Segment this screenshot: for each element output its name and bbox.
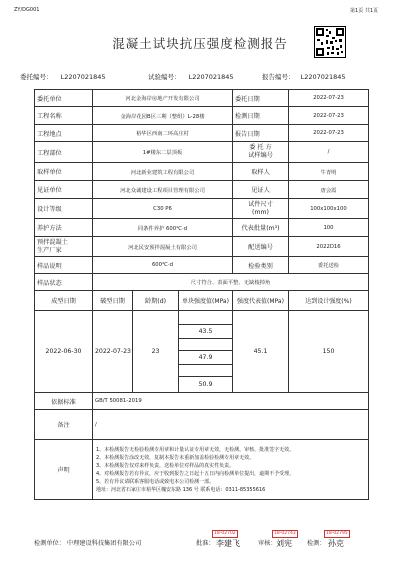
statement-item: 地址：河北省石家庄市裕华区槐安东路 136 号 联系电话：0311-85355616 <box>96 486 266 493</box>
delivery-no-label: 配送编号 <box>233 237 289 257</box>
result-single-value: 43.5 <box>179 325 233 339</box>
basis-value: GB/T 50081-2019 <box>93 393 369 410</box>
report-date-label: 报告日期 <box>233 125 289 142</box>
result-representative: 45.1 <box>233 311 289 393</box>
project-label: 工程名称 <box>35 107 93 125</box>
statement-list <box>93 440 369 500</box>
sample-note-label: 样品说明 <box>35 257 93 274</box>
remark-label: 备注 <box>35 410 93 440</box>
review-label: 审核： <box>258 540 277 547</box>
approve-signature: 李建飞 <box>216 539 240 548</box>
statement-item: 4、对检测报告若有异议，应于收到报告之日起十五日内向检测单位提出，逾期不予受理。 <box>96 470 295 477</box>
volume-value: 100 <box>289 219 369 237</box>
doc-code: ZY/DG001 <box>14 7 40 13</box>
delivery-no-value: 2022D16 <box>289 237 369 257</box>
lab-unit-row <box>34 538 141 547</box>
result-header-single-strength: 单块强度值(MPa) <box>179 291 233 311</box>
result-header-form-date: 成型日期 <box>35 291 93 311</box>
page-info: 第1页 共1页 <box>350 8 378 14</box>
sampler-label: 取样人 <box>233 163 289 181</box>
category-label: 检验类别 <box>233 257 289 274</box>
commission-no-label: 委托编号： <box>20 73 53 81</box>
approve-stamp: 18-02702 <box>214 531 236 536</box>
result-header-representative: 强度代表值(MPa) <box>233 291 289 311</box>
statement-item: 3、本检测报告仅对来样负责，送检单位对样品的真实性负责。 <box>96 462 235 469</box>
client-label: 委托单位 <box>35 90 93 107</box>
test-no-value: L2207021845 <box>188 73 234 81</box>
result-age: 23 <box>133 311 179 393</box>
statement-item: 5、若有异议请联系客服电话或致电本公司检测一部。 <box>96 478 215 485</box>
witness-value: 唐会霞 <box>289 181 369 199</box>
result-header-percent: 达到设计强度(%) <box>289 291 369 311</box>
lab-unit-label: 检测单位： <box>34 540 65 547</box>
sample-note-value: 600℃·d <box>93 257 233 274</box>
inspect-signature: 孙克 <box>328 539 344 548</box>
client-value: 河北金海岸房地产开发有限公司 <box>93 90 233 107</box>
report-table <box>34 89 369 500</box>
result-break-date: 2022-07-23 <box>93 311 133 393</box>
size-value: 100x100x100 <box>289 199 369 219</box>
category-value: 委托送检 <box>289 257 369 274</box>
volume-label: 代表批量(m³) <box>233 219 289 237</box>
commission-no-value: L2207021845 <box>60 73 106 81</box>
test-no-label: 试验编号： <box>148 73 181 81</box>
site-label: 工程地点 <box>35 125 93 142</box>
test-date-label: 检测日期 <box>233 107 289 125</box>
report-date-value: 2022-07-23 <box>289 125 369 142</box>
report-no-row <box>262 72 346 81</box>
commission-no-row <box>20 72 106 81</box>
result-header-age: 龄期(d) <box>133 291 179 311</box>
lab-unit-value: 中理建设科技集团有限公司 <box>66 540 142 547</box>
review-signature: 刘宪 <box>276 539 292 548</box>
statement-item: 2、本检测报告涂改无效，复制本报告未重新加盖检验检测专用章无效。 <box>96 454 255 461</box>
site-value: 裕华区西南二环高庄村 <box>93 125 233 142</box>
witness-unit-label: 见证单位 <box>35 181 93 199</box>
report-no-label: 报告编号： <box>262 73 295 81</box>
commission-date-label: 委托日期 <box>233 90 289 107</box>
cure-value: 同条件养护 600℃·d <box>93 219 233 237</box>
sampler-value: 牛青明 <box>289 163 369 181</box>
approve-label: 批准： <box>196 540 215 547</box>
grade-value: C30 P6 <box>93 199 233 219</box>
client-sample-no-label: 委 托 方 试样编号 <box>233 142 289 163</box>
statement-label: 声明 <box>35 440 93 500</box>
result-single-value: 47.9 <box>179 351 233 365</box>
result-form-date: 2022-06-30 <box>35 311 93 393</box>
result-percent: 150 <box>289 311 369 393</box>
basis-label: 依据标准 <box>35 393 93 410</box>
inspect-stamp: 18-02795 <box>326 531 348 536</box>
review-stamp: 18-02743 <box>274 531 296 536</box>
client-sample-no-value: / <box>289 142 369 163</box>
result-header-break-date: 破型日期 <box>93 291 133 311</box>
part-label: 工程部位 <box>35 142 93 163</box>
witness-unit-value: 河北众诚建设工程项目管理有限公司 <box>93 181 233 199</box>
project-value: 金海岸花园B区三期（整组）L-28楼 <box>93 107 233 125</box>
page-title: 混凝土试块抗压强度检测报告 <box>112 36 288 51</box>
test-no-row <box>148 72 234 81</box>
size-label: 试件尺寸 (mm) <box>233 199 289 219</box>
grade-label: 设计等级 <box>35 199 93 219</box>
result-single-value: 50.9 <box>179 377 233 393</box>
cure-label: 养护方法 <box>35 219 93 237</box>
maker-value: 河北民安预拌混凝土有限公司 <box>93 237 233 257</box>
commission-date-value: 2022-07-23 <box>289 90 369 107</box>
report-no-value: L2207021845 <box>300 73 346 81</box>
statement-item: 1、本检测报告无检验检测专用章和计量认证专用章无效，无检测、审核、批准签字无效。 <box>96 446 295 453</box>
remark-value: / <box>93 410 369 440</box>
sampling-unit-label: 取样单位 <box>35 163 93 181</box>
witness-label: 见证人 <box>233 181 289 199</box>
sampling-unit-value: 河北新业建筑工程有限公司 <box>93 163 233 181</box>
part-value: 1#楼东二层顶板 <box>93 142 233 163</box>
inspect-label: 检测： <box>307 540 326 547</box>
sample-status-label: 样品状态 <box>35 274 93 291</box>
test-date-value: 2022-07-23 <box>289 107 369 125</box>
maker-label: 预拌混凝土 生产厂家 <box>35 237 93 257</box>
sample-status-value: 尺寸符合、表面平整、无缺棱掉角 <box>93 274 369 291</box>
